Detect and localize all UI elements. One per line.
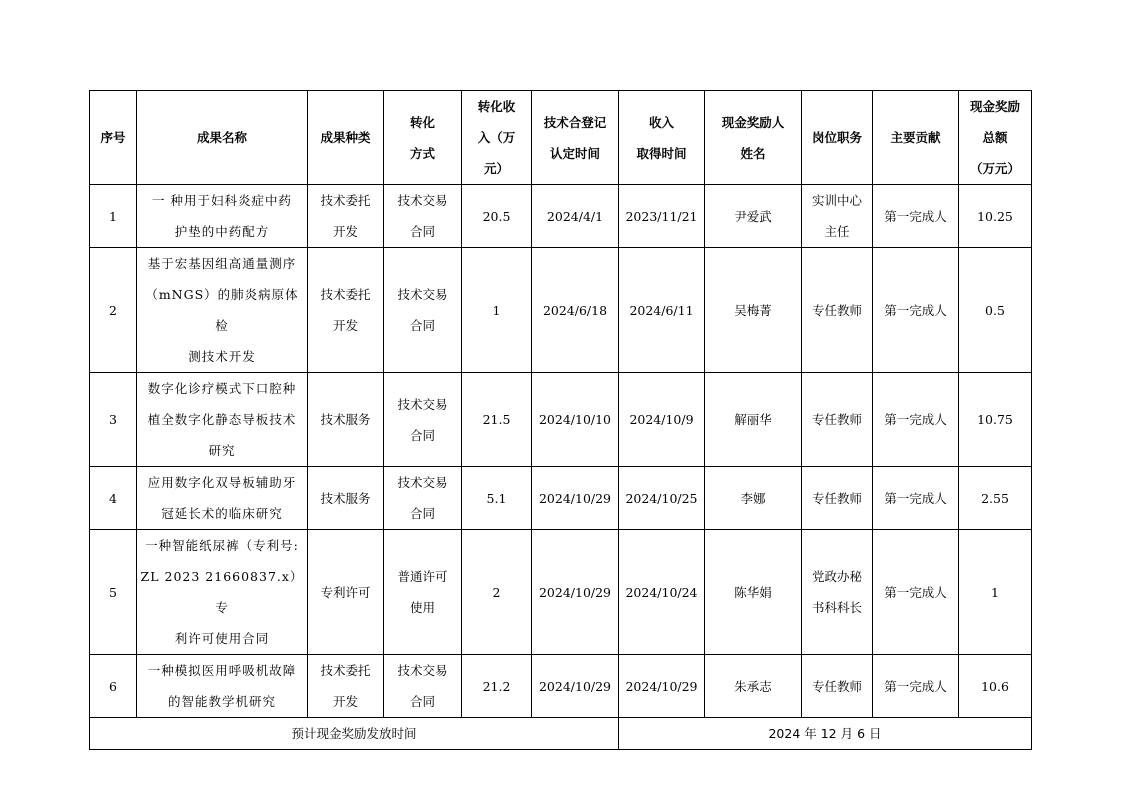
cell-method: 技术交易 合同: [384, 467, 462, 530]
cell-name: 一种模拟医用呼吸机故障 的智能教学机研究: [137, 655, 308, 718]
cell-total: 2.55: [959, 467, 1032, 530]
cell-income: 21.5: [462, 373, 532, 467]
header-position: 岗位职务: [802, 91, 873, 185]
cell-contribution: 第一完成人: [873, 185, 959, 248]
cell-method: 普通许可 使用: [384, 530, 462, 655]
cell-name: 一种智能纸尿裤（专利号: ZL 2023 21660837.x）专 利许可使用合同: [137, 530, 308, 655]
table-row: [90, 530, 1032, 655]
table-row: [90, 373, 1032, 467]
cell-awardee: 陈华娟: [705, 530, 802, 655]
cell-income-date: 2023/11/21: [619, 185, 705, 248]
cell-income-date: 2024/10/9: [619, 373, 705, 467]
table-header: [90, 91, 1032, 185]
cell-total: 1: [959, 530, 1032, 655]
cell-name: 基于宏基因组高通量测序 （mNGS）的肺炎病原体检 测技术开发: [137, 248, 308, 373]
cell-contract-date: 2024/10/29: [532, 655, 619, 718]
cell-contribution: 第一完成人: [873, 248, 959, 373]
cell-contract-date: 2024/10/29: [532, 467, 619, 530]
cell-position: 党政办秘 书科科长: [802, 530, 873, 655]
cell-name: 一 种用于妇科炎症中药 护垫的中药配方: [137, 185, 308, 248]
award-table: [89, 90, 1032, 750]
cell-awardee: 李娜: [705, 467, 802, 530]
cell-type: 技术委托 开发: [308, 185, 384, 248]
cell-total: 10.75: [959, 373, 1032, 467]
cell-method: 技术交易 合同: [384, 655, 462, 718]
header-row: [90, 91, 1032, 185]
cell-type: 专利许可: [308, 530, 384, 655]
header-total: 现金奖励 总额 （万元）: [959, 91, 1032, 185]
header-awardee: 现金奖励人 姓名: [705, 91, 802, 185]
footer-label: 预计现金奖励发放时间: [90, 718, 619, 750]
cell-type: 技术委托 开发: [308, 248, 384, 373]
cell-total: 0.5: [959, 248, 1032, 373]
cell-income-date: 2024/10/24: [619, 530, 705, 655]
cell-seq: 2: [90, 248, 137, 373]
header-type: 成果种类: [308, 91, 384, 185]
table-row: [90, 655, 1032, 718]
cell-contract-date: 2024/10/29: [532, 530, 619, 655]
cell-income-date: 2024/10/29: [619, 655, 705, 718]
table-row: [90, 467, 1032, 530]
header-name: 成果名称: [137, 91, 308, 185]
cell-type: 技术服务: [308, 373, 384, 467]
cell-position: 专任教师: [802, 248, 873, 373]
cell-type: 技术委托 开发: [308, 655, 384, 718]
cell-awardee: 尹爱武: [705, 185, 802, 248]
cell-contribution: 第一完成人: [873, 373, 959, 467]
header-contract-date: 技术合登记 认定时间: [532, 91, 619, 185]
cell-total: 10.25: [959, 185, 1032, 248]
cell-contract-date: 2024/6/18: [532, 248, 619, 373]
cell-position: 专任教师: [802, 373, 873, 467]
cell-awardee: 吴梅菁: [705, 248, 802, 373]
footer-row: [90, 718, 1032, 750]
header-income: 转化收 入（万 元）: [462, 91, 532, 185]
cell-seq: 6: [90, 655, 137, 718]
cell-position: 专任教师: [802, 655, 873, 718]
cell-income: 1: [462, 248, 532, 373]
cell-income: 20.5: [462, 185, 532, 248]
cell-position: 专任教师: [802, 467, 873, 530]
cell-type: 技术服务: [308, 467, 384, 530]
header-method: 转化 方式: [384, 91, 462, 185]
table-body: [90, 185, 1032, 750]
table-row: [90, 248, 1032, 373]
header-seq: 序号: [90, 91, 137, 185]
table-row: [90, 185, 1032, 248]
cell-contract-date: 2024/4/1: [532, 185, 619, 248]
cell-name: 数字化诊疗模式下口腔种 植全数字化静态导板技术 研究: [137, 373, 308, 467]
cell-awardee: 解丽华: [705, 373, 802, 467]
cell-seq: 3: [90, 373, 137, 467]
header-contribution: 主要贡献: [873, 91, 959, 185]
cell-contribution: 第一完成人: [873, 467, 959, 530]
cell-income-date: 2024/10/25: [619, 467, 705, 530]
cell-total: 10.6: [959, 655, 1032, 718]
cell-income: 5.1: [462, 467, 532, 530]
cell-method: 技术交易 合同: [384, 185, 462, 248]
cell-income: 21.2: [462, 655, 532, 718]
cell-awardee: 朱承志: [705, 655, 802, 718]
header-income-date: 收入 取得时间: [619, 91, 705, 185]
cell-seq: 5: [90, 530, 137, 655]
cell-seq: 1: [90, 185, 137, 248]
cell-position: 实训中心 主任: [802, 185, 873, 248]
footer-date: 2024 年 12 月 6 日: [619, 718, 1032, 750]
cell-contribution: 第一完成人: [873, 655, 959, 718]
cell-name: 应用数字化双导板辅助牙 冠延长术的临床研究: [137, 467, 308, 530]
cell-income-date: 2024/6/11: [619, 248, 705, 373]
cell-seq: 4: [90, 467, 137, 530]
cell-method: 技术交易 合同: [384, 248, 462, 373]
cell-contract-date: 2024/10/10: [532, 373, 619, 467]
cell-contribution: 第一完成人: [873, 530, 959, 655]
cell-income: 2: [462, 530, 532, 655]
cell-method: 技术交易 合同: [384, 373, 462, 467]
